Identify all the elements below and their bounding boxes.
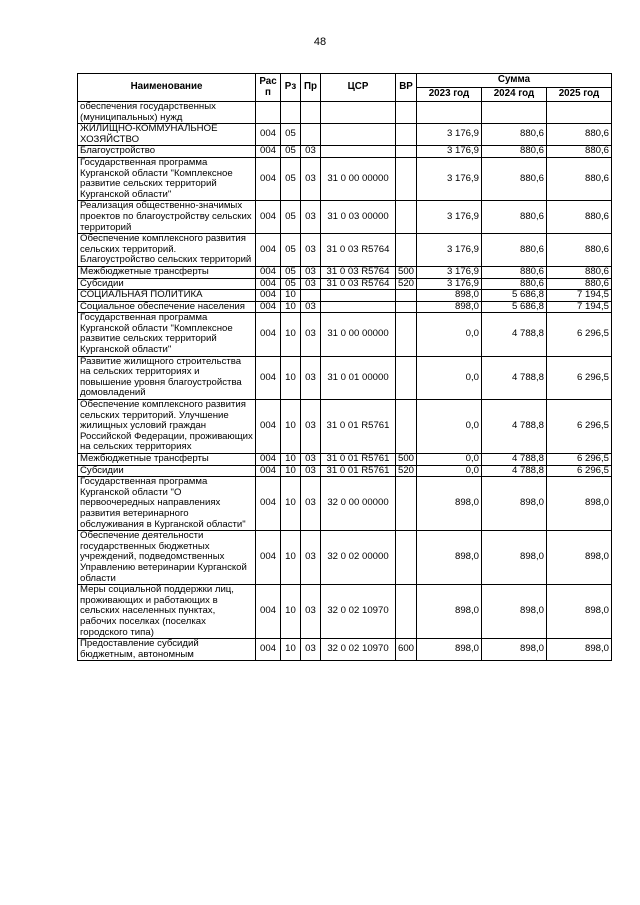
cell-rz: 10: [281, 356, 301, 399]
table-row: [78, 266, 612, 278]
cell-rz: 10: [281, 301, 301, 313]
cell-vr: [396, 290, 417, 302]
cell-sum-2025: 898,0: [547, 531, 612, 585]
table-row: [78, 234, 612, 267]
cell-rasp: 004: [256, 454, 281, 466]
cell-pr: 03: [301, 266, 321, 278]
table-row: [78, 146, 612, 158]
cell-sum-2025: 6 296,5: [547, 400, 612, 454]
header-csr: ЦСР: [321, 74, 396, 102]
cell-vr: [396, 585, 417, 639]
cell-rasp: 004: [256, 585, 281, 639]
cell-rasp: 004: [256, 201, 281, 234]
cell-pr: 03: [301, 454, 321, 466]
cell-sum-2024: 880,6: [482, 234, 547, 267]
cell-csr: 31 0 00 00000: [321, 313, 396, 356]
table-row: [78, 201, 612, 234]
cell-pr: 03: [301, 234, 321, 267]
cell-name: СОЦИАЛЬНАЯ ПОЛИТИКА: [78, 290, 256, 302]
cell-rasp: 004: [256, 157, 281, 200]
cell-csr: 32 0 00 00000: [321, 477, 396, 531]
cell-sum-2025: 880,6: [547, 146, 612, 158]
cell-rz: 05: [281, 278, 301, 290]
cell-rz: 10: [281, 454, 301, 466]
cell-sum-2023: 0,0: [417, 465, 482, 477]
cell-csr: [321, 301, 396, 313]
cell-sum-2023: 898,0: [417, 290, 482, 302]
cell-sum-2024: [482, 102, 547, 124]
cell-vr: [396, 477, 417, 531]
cell-pr: 03: [301, 585, 321, 639]
cell-name: Государственная программа Курганской области "О первоочередных направлениях развития ветеринарного обслуживания в Курганской области": [78, 477, 256, 531]
cell-name: обеспечения государственных (муниципальных) нужд: [78, 102, 256, 124]
cell-sum-2023: 3 176,9: [417, 157, 482, 200]
cell-vr: [396, 313, 417, 356]
cell-sum-2025: 880,6: [547, 201, 612, 234]
cell-name: Межбюджетные трансферты: [78, 266, 256, 278]
table-row: [78, 585, 612, 639]
cell-sum-2024: 880,6: [482, 124, 547, 146]
cell-rz: [281, 102, 301, 124]
cell-rz: 05: [281, 146, 301, 158]
cell-sum-2025: 6 296,5: [547, 313, 612, 356]
cell-sum-2024: 898,0: [482, 477, 547, 531]
cell-pr: 03: [301, 201, 321, 234]
cell-sum-2024: 4 788,8: [482, 356, 547, 399]
cell-sum-2023: 3 176,9: [417, 124, 482, 146]
header-rasp: Рас п: [256, 74, 281, 102]
cell-csr: 31 0 03 R5764: [321, 234, 396, 267]
cell-name: Предоставление субсидий бюджетным, автономным: [78, 639, 256, 661]
cell-pr: 03: [301, 465, 321, 477]
cell-sum-2024: 898,0: [482, 531, 547, 585]
cell-vr: [396, 531, 417, 585]
cell-rasp: 004: [256, 234, 281, 267]
cell-pr: 03: [301, 356, 321, 399]
cell-rz: 10: [281, 465, 301, 477]
cell-rasp: 004: [256, 639, 281, 661]
cell-rz: 10: [281, 313, 301, 356]
cell-name: Субсидии: [78, 465, 256, 477]
cell-rz: 05: [281, 234, 301, 267]
cell-rasp: 004: [256, 278, 281, 290]
cell-vr: 500: [396, 454, 417, 466]
cell-sum-2024: 880,6: [482, 278, 547, 290]
cell-rz: 10: [281, 477, 301, 531]
table-row: [78, 454, 612, 466]
cell-vr: [396, 102, 417, 124]
cell-name: Обеспечение деятельности государственных бюджетных учреждений, подведомственных Управлению ветеринарии Курганской области: [78, 531, 256, 585]
cell-sum-2023: 0,0: [417, 454, 482, 466]
cell-sum-2024: 898,0: [482, 639, 547, 661]
table-row: [78, 157, 612, 200]
cell-name: Государственная программа Курганской области "Комплексное развитие сельских территорий Курганской области": [78, 313, 256, 356]
table-row: [78, 531, 612, 585]
cell-name: Обеспечение комплексного развития сельских территорий. Благоустройство сельских территорий: [78, 234, 256, 267]
cell-vr: [396, 400, 417, 454]
table-row: [78, 290, 612, 302]
cell-rasp: 004: [256, 266, 281, 278]
cell-vr: [396, 301, 417, 313]
cell-name: Субсидии: [78, 278, 256, 290]
cell-sum-2025: 6 296,5: [547, 454, 612, 466]
table-row: [78, 400, 612, 454]
header-vr: ВР: [396, 74, 417, 102]
cell-sum-2025: 880,6: [547, 266, 612, 278]
cell-csr: [321, 290, 396, 302]
header-pr: Пр: [301, 74, 321, 102]
table-row: [78, 102, 612, 124]
cell-rasp: 004: [256, 477, 281, 531]
cell-sum-2024: 5 686,8: [482, 290, 547, 302]
cell-name: Развитие жилищного строительства на сельских территориях и повышение уровня благоустройства домовладений: [78, 356, 256, 399]
cell-pr: 03: [301, 301, 321, 313]
cell-vr: 500: [396, 266, 417, 278]
cell-sum-2023: 3 176,9: [417, 278, 482, 290]
cell-rasp: 004: [256, 531, 281, 585]
cell-sum-2024: 880,6: [482, 146, 547, 158]
cell-csr: 31 0 03 00000: [321, 201, 396, 234]
cell-pr: [301, 290, 321, 302]
cell-sum-2023: 0,0: [417, 356, 482, 399]
cell-sum-2025: 6 296,5: [547, 356, 612, 399]
cell-rasp: 004: [256, 465, 281, 477]
cell-sum-2024: 880,6: [482, 157, 547, 200]
cell-csr: 31 0 00 00000: [321, 157, 396, 200]
cell-csr: [321, 102, 396, 124]
cell-sum-2024: 4 788,8: [482, 465, 547, 477]
cell-sum-2023: 0,0: [417, 313, 482, 356]
cell-pr: 03: [301, 400, 321, 454]
cell-sum-2023: 898,0: [417, 301, 482, 313]
cell-rasp: [256, 102, 281, 124]
cell-name: Социальное обеспечение населения: [78, 301, 256, 313]
cell-sum-2025: 6 296,5: [547, 465, 612, 477]
cell-vr: [396, 146, 417, 158]
cell-name: Реализация общественно-значимых проектов по благоустройству сельских территорий: [78, 201, 256, 234]
cell-pr: 03: [301, 157, 321, 200]
cell-rz: 10: [281, 290, 301, 302]
cell-sum-2023: 3 176,9: [417, 234, 482, 267]
cell-name: Государственная программа Курганской области "Комплексное развитие сельских территорий Курганской области": [78, 157, 256, 200]
cell-sum-2023: 898,0: [417, 477, 482, 531]
cell-rz: 05: [281, 201, 301, 234]
cell-vr: [396, 234, 417, 267]
header-year-2023: 2023 год: [417, 88, 482, 102]
cell-sum-2024: 880,6: [482, 266, 547, 278]
cell-rasp: 004: [256, 146, 281, 158]
cell-pr: 03: [301, 477, 321, 531]
cell-rz: 05: [281, 124, 301, 146]
cell-csr: 31 0 01 00000: [321, 356, 396, 399]
cell-sum-2025: 898,0: [547, 477, 612, 531]
cell-pr: 03: [301, 278, 321, 290]
cell-csr: 32 0 02 10970: [321, 639, 396, 661]
cell-sum-2025: 898,0: [547, 639, 612, 661]
header-year-2025: 2025 год: [547, 88, 612, 102]
cell-rz: 10: [281, 531, 301, 585]
cell-sum-2024: 4 788,8: [482, 454, 547, 466]
table-row: [78, 124, 612, 146]
header-rz: Рз: [281, 74, 301, 102]
table-row: [78, 313, 612, 356]
cell-sum-2024: 5 686,8: [482, 301, 547, 313]
cell-sum-2023: 898,0: [417, 639, 482, 661]
cell-csr: [321, 124, 396, 146]
table-row: [78, 278, 612, 290]
cell-pr: [301, 124, 321, 146]
cell-csr: 31 0 01 R5761: [321, 465, 396, 477]
cell-rasp: 004: [256, 400, 281, 454]
cell-sum-2025: 880,6: [547, 157, 612, 200]
cell-sum-2025: 7 194,5: [547, 290, 612, 302]
cell-rasp: 004: [256, 313, 281, 356]
cell-name: Обеспечение комплексного развития сельских территорий. Улучшение жилищных условий граждан Российской Федерации, проживающих на сельских территориях: [78, 400, 256, 454]
cell-csr: [321, 146, 396, 158]
cell-rz: 10: [281, 400, 301, 454]
cell-sum-2023: 898,0: [417, 531, 482, 585]
cell-sum-2024: 880,6: [482, 201, 547, 234]
table-header: [78, 74, 612, 102]
cell-rasp: 004: [256, 356, 281, 399]
cell-name: Меры социальной поддержки лиц, проживающих и работающих в сельских населенных пунктах, рабочих поселках (поселках городского типа): [78, 585, 256, 639]
table-body: [78, 102, 612, 661]
cell-vr: [396, 356, 417, 399]
cell-pr: 03: [301, 639, 321, 661]
cell-sum-2023: 898,0: [417, 585, 482, 639]
cell-sum-2024: 4 788,8: [482, 400, 547, 454]
cell-csr: 32 0 02 00000: [321, 531, 396, 585]
cell-sum-2023: 3 176,9: [417, 266, 482, 278]
cell-name: Благоустройство: [78, 146, 256, 158]
cell-sum-2024: 4 788,8: [482, 313, 547, 356]
cell-sum-2023: 3 176,9: [417, 146, 482, 158]
cell-vr: [396, 124, 417, 146]
cell-sum-2023: [417, 102, 482, 124]
cell-vr: 520: [396, 278, 417, 290]
cell-sum-2025: 880,6: [547, 234, 612, 267]
cell-pr: [301, 102, 321, 124]
cell-sum-2024: 898,0: [482, 585, 547, 639]
cell-sum-2025: 7 194,5: [547, 301, 612, 313]
cell-name: Межбюджетные трансферты: [78, 454, 256, 466]
header-year-2024: 2024 год: [482, 88, 547, 102]
table-row: [78, 465, 612, 477]
cell-sum-2025: 880,6: [547, 278, 612, 290]
cell-name: ЖИЛИЩНО-КОММУНАЛЬНОЕ ХОЗЯЙСТВО: [78, 124, 256, 146]
cell-vr: [396, 201, 417, 234]
cell-rz: 05: [281, 266, 301, 278]
table-row: [78, 639, 612, 661]
page-number: 48: [313, 36, 327, 48]
cell-sum-2025: 880,6: [547, 124, 612, 146]
cell-csr: 32 0 02 10970: [321, 585, 396, 639]
cell-vr: 600: [396, 639, 417, 661]
header-sum: Сумма: [417, 74, 612, 88]
cell-sum-2025: [547, 102, 612, 124]
cell-sum-2023: 3 176,9: [417, 201, 482, 234]
budget-table: [77, 73, 612, 661]
cell-csr: 31 0 01 R5761: [321, 400, 396, 454]
cell-csr: 31 0 01 R5761: [321, 454, 396, 466]
cell-pr: 03: [301, 313, 321, 356]
cell-pr: 03: [301, 531, 321, 585]
table-row: [78, 356, 612, 399]
cell-rz: 05: [281, 157, 301, 200]
cell-pr: 03: [301, 146, 321, 158]
cell-csr: 31 0 03 R5764: [321, 266, 396, 278]
table-row: [78, 477, 612, 531]
cell-rz: 10: [281, 639, 301, 661]
cell-rasp: 004: [256, 124, 281, 146]
cell-sum-2025: 898,0: [547, 585, 612, 639]
cell-rasp: 004: [256, 290, 281, 302]
cell-rasp: 004: [256, 301, 281, 313]
cell-vr: 520: [396, 465, 417, 477]
cell-rz: 10: [281, 585, 301, 639]
table-row: [78, 301, 612, 313]
cell-csr: 31 0 03 R5764: [321, 278, 396, 290]
cell-sum-2023: 0,0: [417, 400, 482, 454]
header-name: Наименование: [78, 74, 256, 102]
cell-vr: [396, 157, 417, 200]
